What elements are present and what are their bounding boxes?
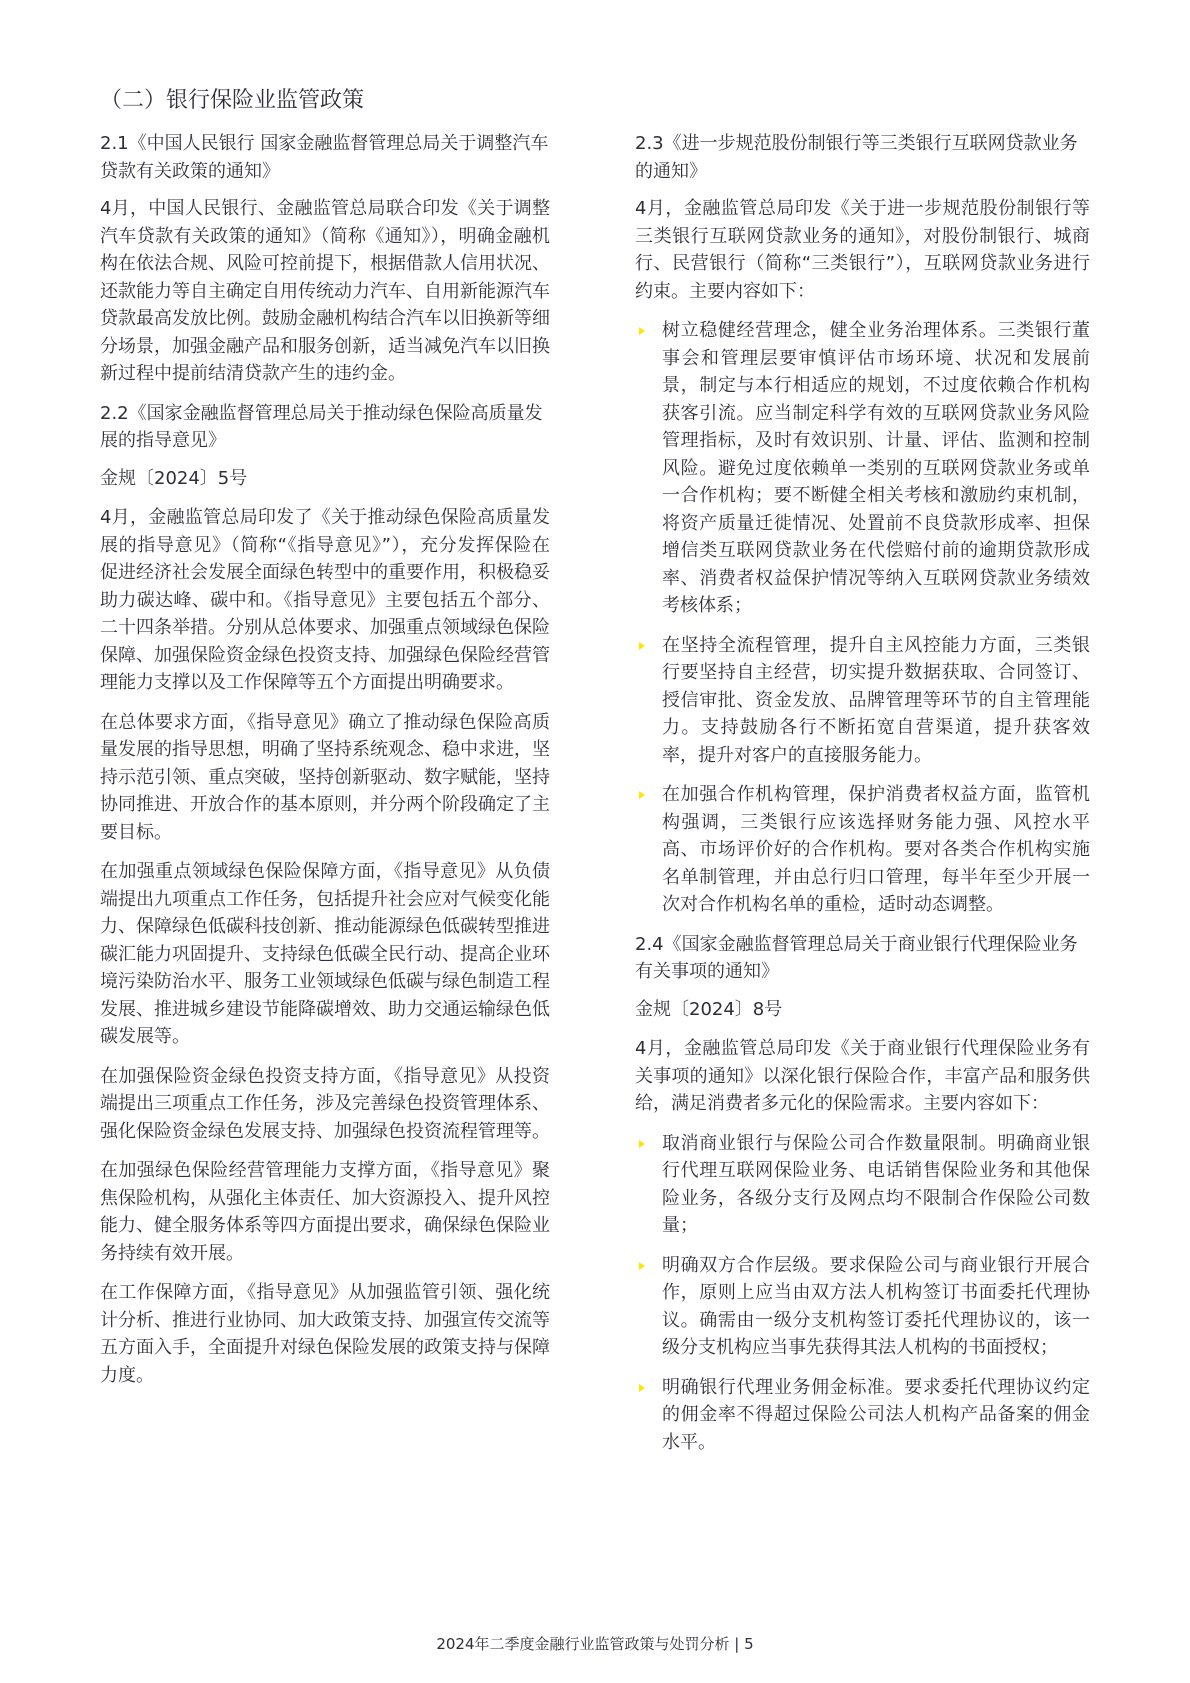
bullet-text: 在加强合作机构管理，保护消费者权益方面，监管机构强调，三类银行应该选择财务能力强、风控水平高、市场评价好的合作机构。要对各类合作机构实施名单制管理，并由总行归口管理，每半年至少开展一次对合作机构名单的重检，适时动态调整。 [662,784,1090,915]
right-column [635,130,1090,1468]
item-2-2-paragraph: 在加强保险资金绿色投资支持方面，《指导意见》从投资端提出三项重点工作任务，涉及完善绿色投资管理体系、强化保险资金绿色发展支持、加强绿色投资流程管理等。 [100,1065,550,1142]
bullet-item [635,1252,1090,1362]
bullet-text: 取消商业银行与保险公司合作数量限制。明确商业银行代理互联网保险业务、电话销售保险业务和其他保险业务，各级分支行及网点均不限制合作保险公司数量； [662,1132,1090,1236]
section-heading: （二）银行保险业监管政策 [100,88,365,113]
item-2-4-title: 2.4《国家金融监督管理总局关于商业银行代理保险业务有关事项的通知》 [635,933,1078,982]
bullet-item [635,1130,1090,1240]
item-2-2-paragraph: 在加强绿色保险经营管理能力支撑方面，《指导意见》聚焦保险机构，从强化主体责任、加大资源投入、提升风控能力、健全服务体系等四方面提出要求，确保绿色保险业务持续有效开展。 [100,1160,550,1264]
item-2-1-title: 2.1《中国人民银行 国家金融监督管理总局关于调整汽车贷款有关政策的通知》 [100,133,549,182]
item-2-2-paragraph: 在工作保障方面，《指导意见》从加强监管引领、强化统计分析、推进行业协同、加大政策支持、加强宣传交流等五方面入手，全面提升对绿色保险发展的政策支持与保障力度。 [100,1282,550,1386]
item-2-2-title: 2.2《国家金融监督管理总局关于推动绿色保险高质量发展的指导意见》 [100,402,543,451]
bullet-item [635,1374,1090,1457]
item-2-4-intro: 4月，金融监管总局印发《关于商业银行代理保险业务有关事项的通知》以深化银行保险合作，丰富产品和服务供给，满足消费者多元化的保险需求。主要内容如下： [635,1038,1090,1114]
bullet-text: 在坚持全流程管理，提升自主风控能力方面，三类银行要坚持自主经营，切实提升数据获取、合同签订、授信审批、资金发放、品牌管理等环节的自主管理能力。支持鼓励各行不断拓宽自营渠道，提升获客效率，提升对客户的直接服务能力。 [662,634,1090,766]
bullet-item [635,632,1090,770]
triangle-bullet-icon [639,327,645,335]
triangle-bullet-icon [639,1384,645,1392]
item-2-2-paragraph: 在加强重点领域绿色保险保障方面，《指导意见》从负债端提出九项重点工作任务，包括提升社会应对气候变化能力、保障绿色低碳科技创新、推动能源绿色低碳转型推进碳汇能力巩固提升、支持绿色低碳全民行动、提高企业环境污染防治水平、服务工业领域绿色低碳与绿色制造工程发展、推进城乡建设节能降碳增效、助力交通运输绿色低碳发展等。 [100,861,550,1047]
bullet-text: 树立稳健经营理念，健全业务治理体系。三类银行董事会和管理层要审慎评估市场环境、状况和发展前景，制定与本行相适应的规划，不过度依赖合作机构获客引流。应当制定科学有效的互联网贷款业务风险管理指标，及时有效识别、计量、评估、监测和控制风险。避免过度依赖单一类别的互联网贷款业务或单一合作机构；要不断健全相关考核和激励约束机制，将资产质量迁徙情况、处置前不良贷款形成率、担保增信类互联网贷款业务在代偿赔付前的逾期贷款形成率、消费者权益保护情况等纳入互联网贷款业务绩效考核体系； [662,320,1090,616]
left-column [100,130,550,1401]
triangle-bullet-icon [639,642,645,650]
item-2-2-paragraph: 在总体要求方面，《指导意见》确立了推动绿色保险高质量发展的指导思想，明确了坚持系统观念、稳中求进，坚持示范引领、重点突破，坚持创新驱动、数字赋能，坚持协同推进、开放合作的基本原则，并分两个阶段确定了主要目标。 [100,711,550,843]
item-2-2-doc-number: 金规〔2024〕5号 [100,467,248,489]
item-2-3-bullet-list [635,317,1090,919]
triangle-bullet-icon [639,1262,645,1270]
bullet-text: 明确银行代理业务佣金标准。要求委托代理协议约定的佣金率不得超过保险公司法人机构产品备案的佣金水平。 [662,1376,1090,1453]
bullet-text: 明确双方合作层级。要求保险公司与商业银行开展合作，原则上应当由双方法人机构签订书面委托代理协议。确需由一级分支机构签订委托代理协议的，该一级分支机构应当事先获得其法人机构的书面授权； [662,1254,1090,1358]
item-2-2-paragraph: 4月，金融监管总局印发了《关于推动绿色保险高质量发展的指导意见》（简称“《指导意见》”），充分发挥保险在促进经济社会发展全面绿色转型中的重要作用，积极稳妥助力碳达峰、碳中和。《指导意见》主要包括五个部分、二十四条举措。分别从总体要求、加强重点领域绿色保险保障、加强保险资金绿色投资支持、加强绿色保险经营管理能力支撑以及工作保障等五个方面提出明确要求。 [100,507,550,693]
bullet-item [635,781,1090,919]
triangle-bullet-icon [639,791,645,799]
item-2-4-bullet-list [635,1130,1090,1457]
item-2-4-doc-number: 金规〔2024〕8号 [635,998,783,1020]
page-footer: 2024年二季度金融行业监管政策与处罚分析 | 5 [436,1635,754,1653]
item-2-3-title: 2.3《进一步规范股份制银行等三类银行互联网贷款业务的通知》 [635,133,1078,182]
triangle-bullet-icon [639,1140,645,1148]
bullet-item [635,317,1090,620]
item-2-1-body: 4月，中国人民银行、金融监管总局联合印发《关于调整汽车贷款有关政策的通知》（简称《通知》），明确金融机构在依法合规、风险可控前提下，根据借款人信用状况、还款能力等自主确定自用传统动力汽车、自用新能源汽车贷款最高发放比例。鼓励金融机构结合汽车以旧换新等细分场景，加强金融产品和服务创新，适当减免汽车以旧换新过程中提前结清贷款产生的违约金。 [100,198,550,384]
item-2-3-intro: 4月，金融监管总局印发《关于进一步规范股份制银行等三类银行互联网贷款业务的通知》，对股份制银行、城商行、民营银行（简称“三类银行”），互联网贷款业务进行约束。主要内容如下： [635,198,1090,302]
